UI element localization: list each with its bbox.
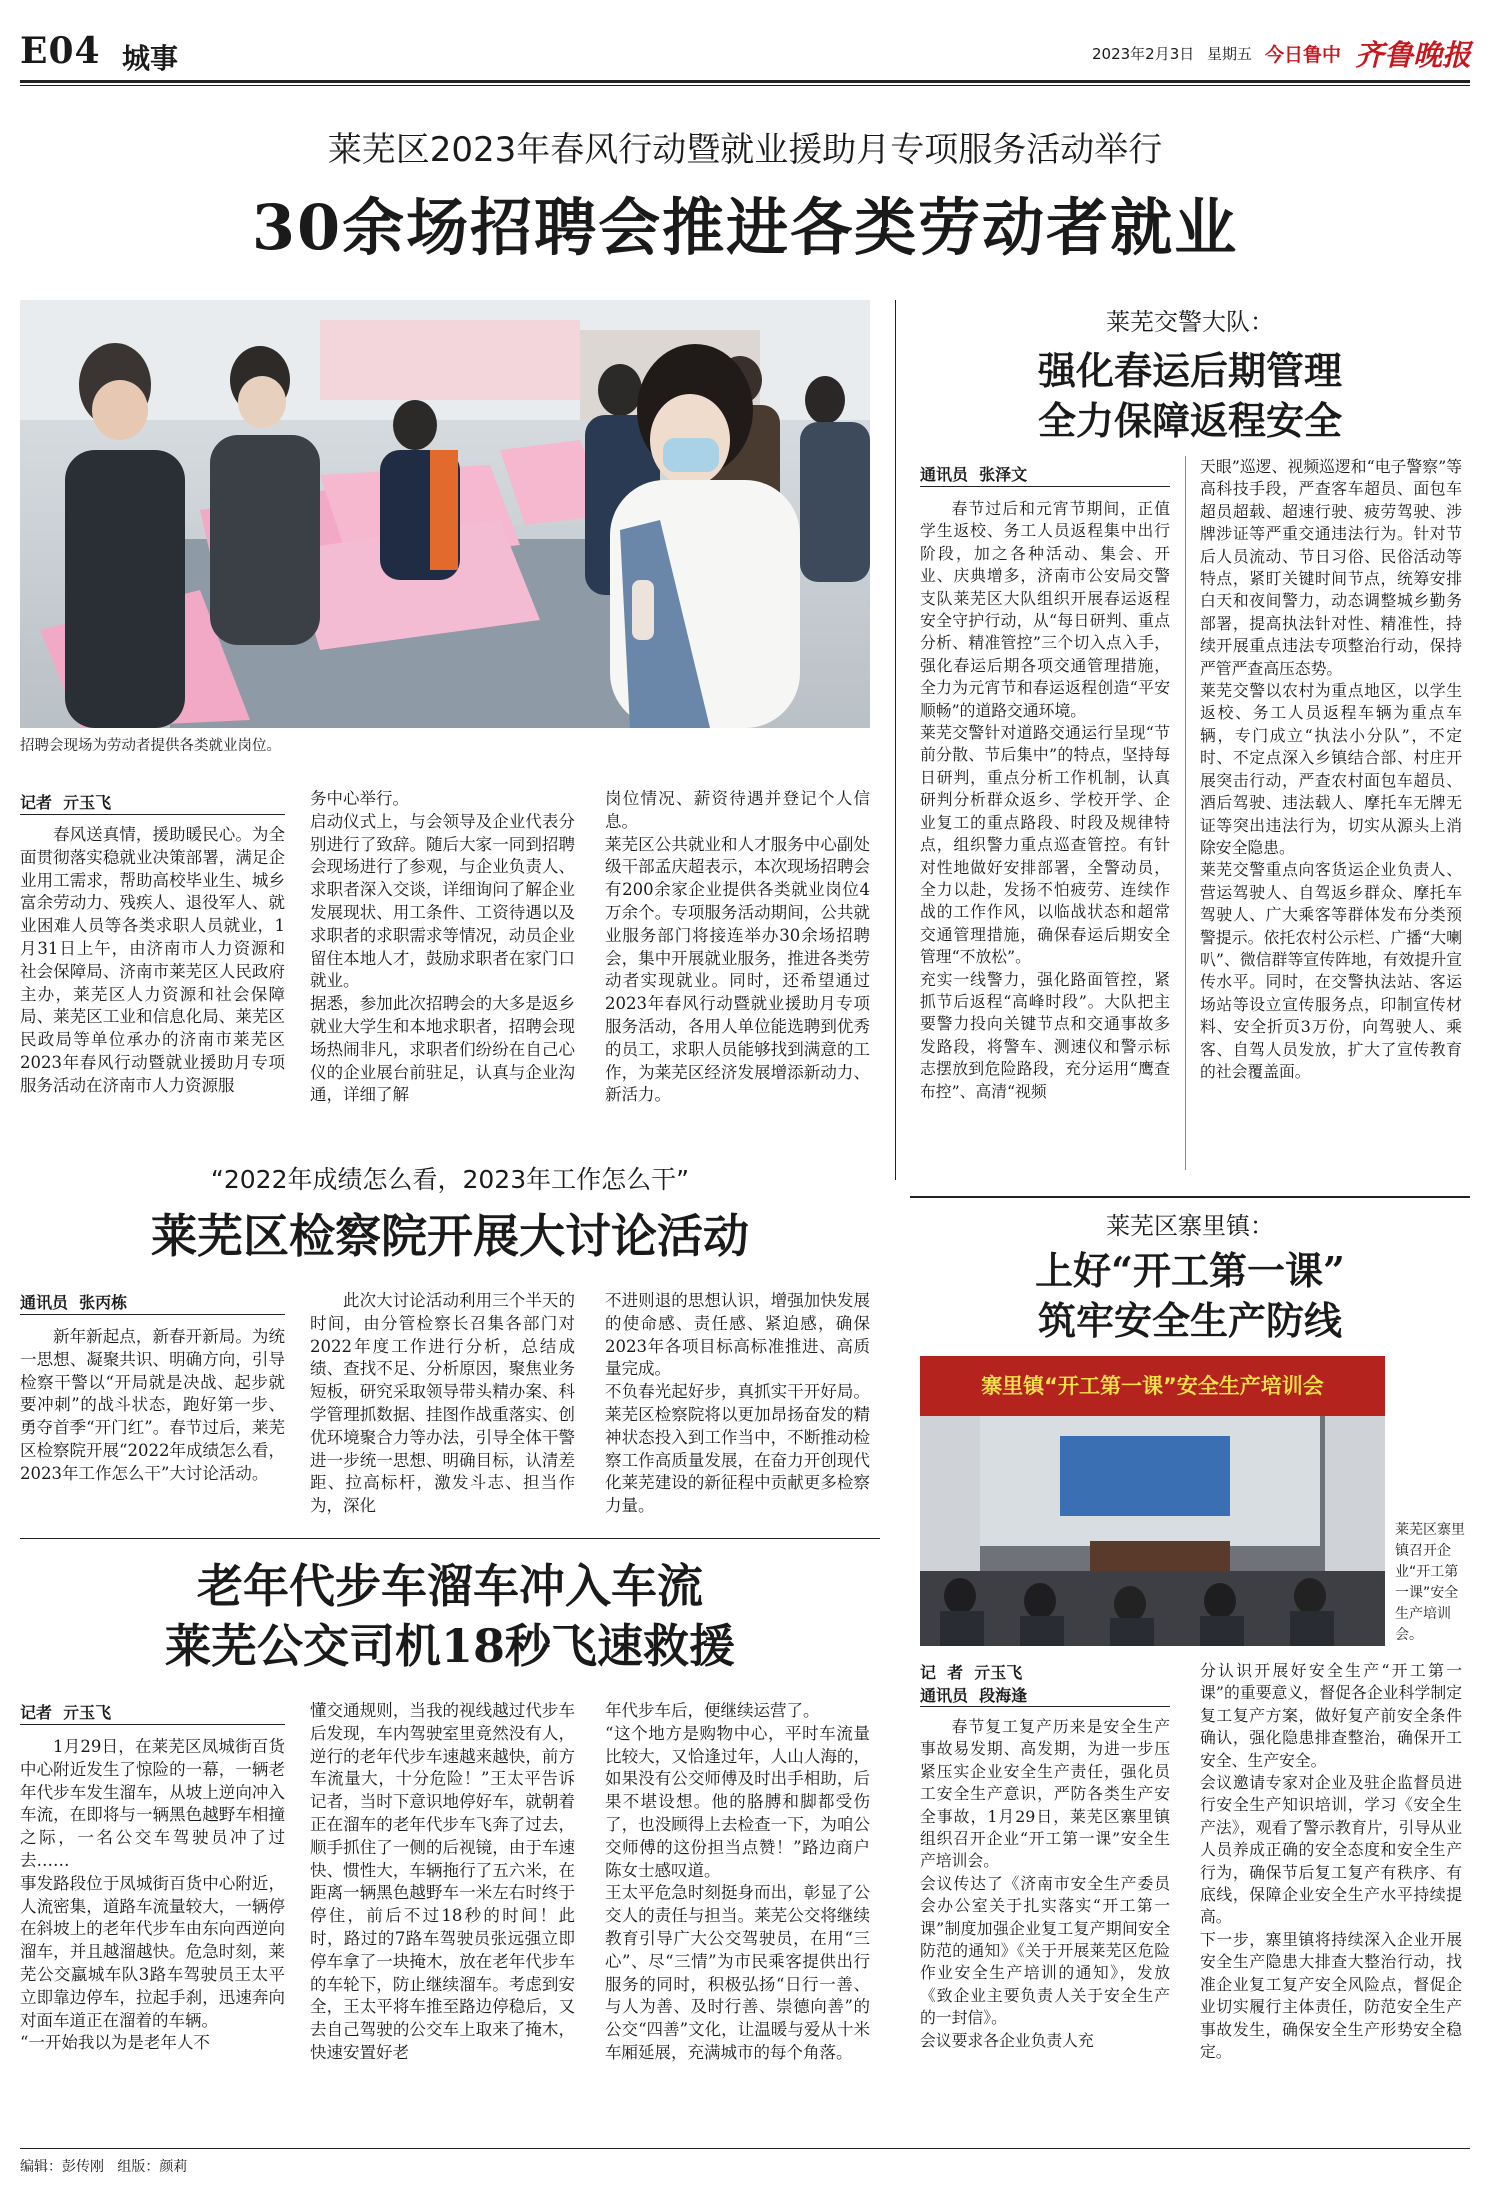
lead-column-1: 春风送真情，援助暖民心。为全面贯彻落实稳就业决策部署，满足企业用工需求，帮助高校毕业生、城乡富余劳动力、残疾人、退役军人、就业困难人员等各类求职人员就业，1月31日上午，由济南市人力资源和社会保障局、济南市莱芜区人民政府主办，莱芜区人力资源和社会保障局、莱芜区工业和信息化局、莱芜区民政局等单位承办的济南市莱芜区2023年春风行动暨就业援助月专项服务活动在济南市人力资源服 [20,825,285,1095]
job-fair-photo [20,300,870,728]
traffic-column-2: 天眼”巡逻、视频巡逻和“电子警察”等高科技手段，严查客车超员、面包车超员超载、超速行驶、疲劳驾驶、涉牌涉证等严重交通违法行为。针对节后人员流动、节日习俗、民俗活动等特点，紧盯关键时间节点，统筹安排白天和夜间警力，动态调整城乡勤务部署，提高执法针对性、精准性，持续开展重点违法专项整治行动，保持严管严查高压态势。 莱芜交警以农村为重点地区，以学生返校、务工人员返程车辆为重点车辆，专门成立“执法小分队”，不定时、不定点深入乡镇结合部、村庄开展突击行动，严查农村面包车超员、酒后驾驶、违法载人、摩托车无牌无证等突出违法行为，切实从源头上消除安全隐患。 莱芜交警重点向客货运企业负责人、营运驾驶人、自驾返乡群众、摩托车驾驶人、广大乘客等群体发布分类预警提示。依托农村公示栏、广播“大喇叭”、微信群等宣传阵地，有效提升宣传水平。同时，在交警执法站、客运场站等设立宣传服务点，印制宣传材料、安全折页3万份，向驾驶人、乘客、自驾人员发放，扩大了宣传教育的社会覆盖面。 [1200,457,1462,1081]
lead-column-3: 岗位情况、薪资待遇并登记个人信息。 莱芜区公共就业和人才服务中心副处级干部孟庆超表示，本次现场招聘会有200余家企业提供各类就业岗位4万余个。专项服务活动期间，公共就业服务部门将接连举办30余场招聘会，集中开展就业服务，推进各类劳动者实现就业。同时，还希望通过2023年春风行动暨就业援助月专项服务活动，各用人单位能选聘到优秀的员工，求职人员能够找到满意的工作，为莱芜区经济发展增添新动力、新活力。 [605,789,870,1105]
lead-photo-caption: 招聘会现场为劳动者提供各类就业岗位。 [20,738,281,754]
lead-headline: 30余场招聘会推进各类劳动者就业 [251,191,1239,264]
safety-headline-1: 上好“开工第一课” [1035,1248,1345,1293]
vertical-divider [895,300,896,1180]
lead-column-2: 务中心举行。 启动仪式上，与会领导及企业代表分别进行了致辞。随后大家一同到招聘会现场进行了参观，与企业负责人、求职者深入交谈，详细询问了解企业发展现状、用工条件、工资待遇以及求职者的求职需求等情况，动员企业留住本地人才，鼓励求职者在家门口就业。 据悉，参加此次招聘会的大多是返乡就业大学生和本地求职者，招聘会现场热闹非凡，求职者们纷纷在自己心仪的企业展台前驻足，认真与企业沟通，详细了解 [310,789,575,1105]
bus-column-1: 1月29日，在莱芜区凤城街百货中心附近发生了惊险的一幕，一辆老年代步车发生溜车，从坡上逆向冲入车流，在即将与一辆黑色越野车相撞之际，一名公交车驾驶员冲了过去…… 事发路段位于凤城街百货中心附近，人流密集，道路车流量较大，一辆停在斜坡上的老年代步车由东向西逆向溜车，并且越溜越快。危急时刻，莱芜公交蠃城车队3路车驾驶员王太平立即靠边停车，拉起手刹，迅速奔向对面车道正在溜着的车辆。 “一开始我以为是老年人不 [20,1737,285,2053]
safety-byline-reporter: 记 者 亓玉飞 [920,1663,1023,1682]
safety-byline-correspondent: 通讯员 段海逢 [920,1686,1028,1705]
safety-headline-2: 筑牢安全生产防线 [1037,1298,1342,1343]
bus-column-2: 懂交通规则，当我的视线越过代步车后发现，车内驾驶室里竟然没有人，逆行的老年代步车速越来越快，前方车流量大，十分危险！”王太平告诉记者，当时下意识地停好车，就朝着正在溜车的老年代步车飞奔了过去，顺手抓住了一侧的后视镜，由于车速快、惯性大，车辆拖行了五六米，在距离一辆黑色越野车一米左右时终于停住，前后不过18秒的时间！此时，路过的7路车驾驶员张远强立即停车拿了一块掩木，放在老年代步车的车轮下，防止继续溜车。考虑到安全，王太平将车推至路边停稳后，又去自己驾驶的公交车上取来了掩木，快速安置好老 [310,1701,575,2062]
procuratorate-column-2: 此次大讨论活动利用三个半天的时间，由分管检察长召集各部门对2022年度工作进行分析，总结成绩、查找不足、分析原因，聚焦业务短板，研究采取领导带头精办案、科学管理抓数据、挂图作战重落实、创优环境聚合力等办法，引导全体干警进一步统一思想、明确目标，认清差距、拉高标杆，激发斗志、担当作为，深化 [310,1291,575,1516]
lead-byline-rule [20,814,285,815]
paper-logo: 齐鲁晚报 [1355,38,1472,72]
lead-byline: 记者 亓玉飞 [20,793,112,812]
edition-name: 今日鲁中 [1265,44,1342,66]
bus-top-rule [20,1538,880,1539]
bus-byline: 记者 亓玉飞 [20,1703,112,1722]
procuratorate-kicker: “2022年成绩怎么看，2023年工作怎么干” [20,1160,880,1196]
procuratorate-column-1: 新年新起点，新春开新局。为统一思想、凝聚共识、明确方向，引导检察干警以“开局就是决战、起步就要冲刺”的战斗状态，跑好第一步、勇夺首季“开门红”。春节过后，莱芜区检察院开展“2022年成绩怎么看，2023年工作怎么干”大讨论活动。 [20,1327,285,1483]
safety-kicker: 莱芜区寨里镇： [1106,1212,1274,1240]
footer-rule [20,2148,1470,2149]
issue-weekday: 星期五 [1207,45,1253,63]
training-photo-caption: 莱芜区寨里镇召开企业“开工第一课”安全生产培训会。 [1395,1522,1465,1643]
traffic-column-1: 春节过后和元宵节期间，正值学生返校、务工人员返程集中出行阶段，加之各种活动、集会、开业、庆典增多，济南市公安局交警支队莱芜区大队组织开展春运返程安全守护行动，从“每日研判、重点分析、精准管控”三个切入点入手，强化春运后期各项交通管理措施，全力为元宵节和春运返程创造“平安顺畅”的道路交通环境。 莱芜交警针对道路交通运行呈现“节前分散、节后集中”的特点，坚持每日研判，重点分析工作机制，认真研判分析群众返乡、学校开学、企业复工的重点路段、时段及规律特点，组织警力重点巡查管控。有针对性地做好安排部署，全警动员，全力以赴，发扬不怕疲劳、连续作战的工作作风，以临战状态和超常交通管理措施，确保春运后期安全管理“不放松”。 充实一线警力，强化路面管控，紧抓节后返程“高峰时段”。大队把主要警力投向关键节点和交通事故多发路段，将警车、测速仪和警示标志摆放到危险路段，充分运用“鹰查布控”、高清“视频 [920,499,1170,1101]
masthead-thin-rule [20,85,1470,86]
lead-kicker: 莱芜区2023年春风行动暨就业援助月专项服务活动举行 [327,130,1163,170]
traffic-headline-2: 全力保障返程安全 [1037,398,1342,443]
masthead-rule [20,80,1470,83]
traffic-byline: 通讯员 张泽文 [920,465,1028,484]
bus-headline-2: 莱芜公交司机18秒飞速救援 [164,1619,735,1673]
procuratorate-byline: 通讯员 张丙栋 [20,1293,128,1312]
procuratorate-byline-rule [20,1314,285,1315]
footer-credits: 编辑：彭传刚 组版：颜莉 [20,2159,188,2175]
job-fair-illustration [20,300,870,728]
procuratorate-column-3: 不进则退的思想认识，增强加快发展的使命感、责任感、紧迫感，确保2023年各项目标高标准推进、高质量完成。 不负春光起好步，真抓实干开好局。莱芜区检察院将以更加昂扬奋发的精神状态投入到工作当中，不断推动检察工作高质量发展，在奋力开创现代化莱芜建设的新征程中贡献更多检察力量。 [605,1291,870,1516]
traffic-headline-1: 强化春运后期管理 [1037,348,1342,393]
bus-column-3: 年代步车后，便继续运营了。 “这个地方是购物中心，平时车流量比较大，又恰逢过年，人山人海的，如果没有公交师傅及时出手相助，后果不堪设想。他的胳膊和脚都受伤了，也没顾得上去检查一下，为咱公交师傅的这份担当点赞！”路边商户陈女士感叹道。 王太平危急时刻挺身而出，彰显了公交人的责任与担当。莱芜公交将继续教育引导广大公交驾驶员，在用“三心”、尽“三情”为市民乘客提供出行服务的同时，积极弘扬“日行一善、与人为善、及时行善、崇德向善”的公交“四善”文化，让温暖与爱从十米车厢延展，充满城市的每个角落。 [605,1701,870,2062]
page-code: E04 [20,30,101,72]
safety-column-2: 分认识开展好安全生产“开工第一课”的重要意义，督促各企业科学制定复工复产方案，做好复产前安全条件确认，强化隐患排查整治，确保开工安全、生产安全。 会议邀请专家对企业及驻企监督员进行安全生产知识培训，学习《安全生产法》，观看了警示教育片，引导从业人员养成正确的安全态度和安全生产行为，确保节后复工复产有秩序、有底线，保障企业安全生产水平持续提高。 下一步，寨里镇将持续深入企业开展安全生产隐患大排查大整治行动，找准企业复工复产安全风险点，督促企业切实履行主体责任，防范安全生产事故发生，确保安全生产形势安全稳定。 [1200,1661,1462,2061]
procuratorate-headline: 莱芜区检察院开展大讨论活动 [151,1209,749,1263]
section-name: 城事 [122,42,179,75]
training-banner-text: 寨里镇“开工第一课”安全生产培训会 [981,1374,1324,1398]
traffic-byline-rule [920,486,1170,487]
safety-top-rule [910,1196,1470,1198]
safety-column-1: 春节复工复产历来是安全生产事故易发期、高发期，为进一步压紧压实企业安全生产责任，强化员工安全生产意识，严防各类生产安全事故，1月29日，莱芜区寨里镇组织召开企业“开工第一课”安全生产培训会。 会议传达了《济南市安全生产委员会办公室关于扎实落实“开工第一课”制度加强企业复工复产期间安全防范的通知》《关于开展莱芜区危险作业安全生产培训的通知》，发放《致企业主要负责人关于安全生产的一封信》。 会议要求各企业负责人充 [920,1717,1170,2050]
training-photo [920,1356,1385,1646]
issue-date: 2023年2月3日 [1092,45,1195,63]
bus-headline-1: 老年代步车溜车冲入车流 [197,1559,703,1613]
traffic-kicker: 莱芜交警大队： [1106,308,1274,336]
traffic-inner-divider [1185,456,1186,1170]
safety-byline-rule [920,1706,1170,1707]
bus-byline-rule [20,1724,285,1725]
